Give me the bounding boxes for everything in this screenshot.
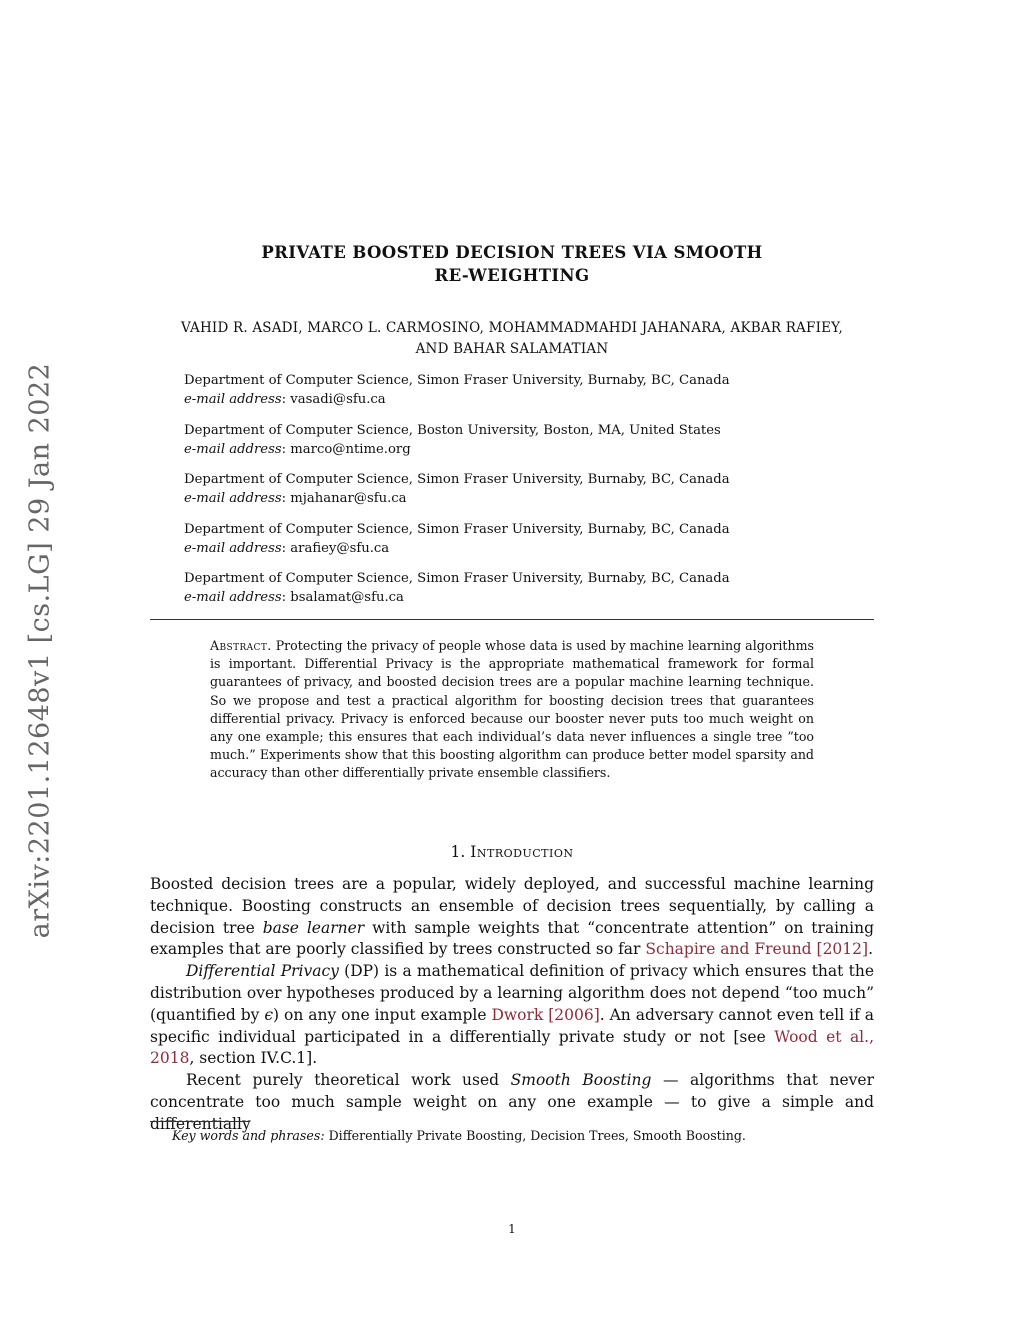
authors-line-2: AND BAHAR SALAMATIAN: [415, 341, 609, 357]
affiliation-1: Department of Computer Science, Simon Fraser University, Burnaby, BC, Canada e-mail address: vasadi@sfu.ca: [184, 372, 874, 409]
email-label: e-mail address: [184, 490, 282, 506]
email-address[interactable]: arafiey@sfu.ca: [290, 540, 390, 556]
affiliation-department: Department of Computer Science, Simon Fraser University, Burnaby, BC, Canada: [184, 472, 730, 487]
email-label: e-mail address: [184, 589, 282, 605]
abstract-heading: Abstract.: [210, 638, 272, 653]
email-address[interactable]: vasadi@sfu.ca: [290, 391, 386, 407]
keywords-text: Differentially Private Boosting, Decision Trees, Smooth Boosting.: [328, 1128, 746, 1143]
introduction-body: [150, 874, 874, 1136]
abstract-text: Protecting the privacy of people whose data is used by machine learning algorithms is important. Differential Privacy is the appropriate mathematical framework for formal guarantees of privacy, and boosted decision trees are a popular machine learning technique. So we propose and test a practical algorithm for boosting decision trees that guarantees differential privacy. Privacy is enforced because our booster never puts too much weight on any one example; this ensures that each individual’s data never influences a single tree ”too much.” Experiments show that this boosting algorithm can produce better model sparsity and accuracy than other differentially private ensemble classifiers.: [210, 638, 814, 781]
email-address[interactable]: marco@ntime.org: [290, 441, 411, 457]
email-address[interactable]: mjahanar@sfu.ca: [290, 490, 407, 506]
header-divider: [150, 619, 874, 620]
emphasis-differential-privacy: Differential Privacy: [186, 962, 339, 981]
footnote-divider: [150, 1121, 250, 1122]
emphasis-base-learner: base learner: [262, 918, 365, 937]
title-line-2: RE-WEIGHTING: [434, 266, 590, 285]
abstract: [210, 637, 814, 783]
author-list: [150, 318, 874, 360]
paper-title: [150, 241, 874, 287]
affiliation-4: Department of Computer Science, Simon Fraser University, Burnaby, BC, Canada e-mail address: arafiey@sfu.ca: [184, 521, 874, 558]
affiliation-department: Department of Computer Science, Simon Fraser University, Burnaby, BC, Canada: [184, 571, 730, 586]
citation-link[interactable]: Schapire and Freund [2012]: [645, 940, 869, 959]
citation-link[interactable]: Dwork [2006]: [491, 1005, 600, 1024]
page-number: 1: [508, 1222, 516, 1236]
email-address[interactable]: bsalamat@sfu.ca: [290, 589, 404, 605]
email-label: e-mail address: [184, 391, 282, 407]
title-line-1: PRIVATE BOOSTED DECISION TREES VIA SMOOTH: [261, 243, 763, 262]
section-heading-introduction: [150, 843, 874, 861]
keywords-label: Key words and phrases:: [172, 1128, 325, 1143]
keywords-footnote: [150, 1127, 874, 1145]
affiliation-5: Department of Computer Science, Simon Fraser University, Burnaby, BC, Canada e-mail address: bsalamat@sfu.ca: [184, 570, 874, 607]
email-label: e-mail address: [184, 441, 282, 457]
paragraph-1: Boosted decision trees are a popular, widely deployed, and successful machine learning technique. Boosting constructs an ensemble of decision trees sequentially, by calling a decision tree base learner with sample weights that “concentrate attention” on training examples that are poorly classified by trees constructed so far Schapire and Freund [2012].: [150, 875, 874, 959]
affiliation-department: Department of Computer Science, Boston University, Boston, MA, United States: [184, 423, 721, 438]
paragraph-2: Differential Privacy (DP) is a mathematical definition of privacy which ensures that the distribution over hypotheses produced by a learning algorithm does not depend “too much” (quantified by ϵ) on any one input example Dwork [2006]. An adversary cannot even tell if a specific individual participated in a differentially private study or not [see Wood et al., 2018, section IV.C.1].: [150, 962, 875, 1068]
affiliation-department: Department of Computer Science, Simon Fraser University, Burnaby, BC, Canada: [184, 522, 730, 537]
affiliation-2: Department of Computer Science, Boston University, Boston, MA, United States e-mail address: marco@ntime.org: [184, 422, 874, 459]
arxiv-identifier: arXiv:2201.12648v1 [cs.LG] 29 Jan 2022: [24, 362, 56, 938]
affiliation-department: Department of Computer Science, Simon Fraser University, Burnaby, BC, Canada: [184, 373, 730, 388]
authors-line-1: VAHID R. ASADI, MARCO L. CARMOSINO, MOHAMMADMAHDI JAHANARA, AKBAR RAFIEY,: [180, 320, 844, 336]
affiliation-3: Department of Computer Science, Simon Fraser University, Burnaby, BC, Canada e-mail address: mjahanar@sfu.ca: [184, 471, 874, 508]
email-label: e-mail address: [184, 540, 282, 556]
section-number: 1.: [450, 843, 466, 861]
citation-link[interactable]: Wood et al., 2018: [150, 1027, 874, 1068]
arxiv-side-stamp: [20, 360, 60, 940]
section-title: Introduction: [470, 843, 574, 861]
emphasis-smooth-boosting: Smooth Boosting: [510, 1071, 652, 1090]
epsilon-symbol: ϵ: [264, 1005, 274, 1024]
paragraph-3: Recent purely theoretical work used Smooth Boosting — algorithms that never concentrate too much sample weight on any one example — to give a simple and differentially: [150, 1071, 874, 1133]
